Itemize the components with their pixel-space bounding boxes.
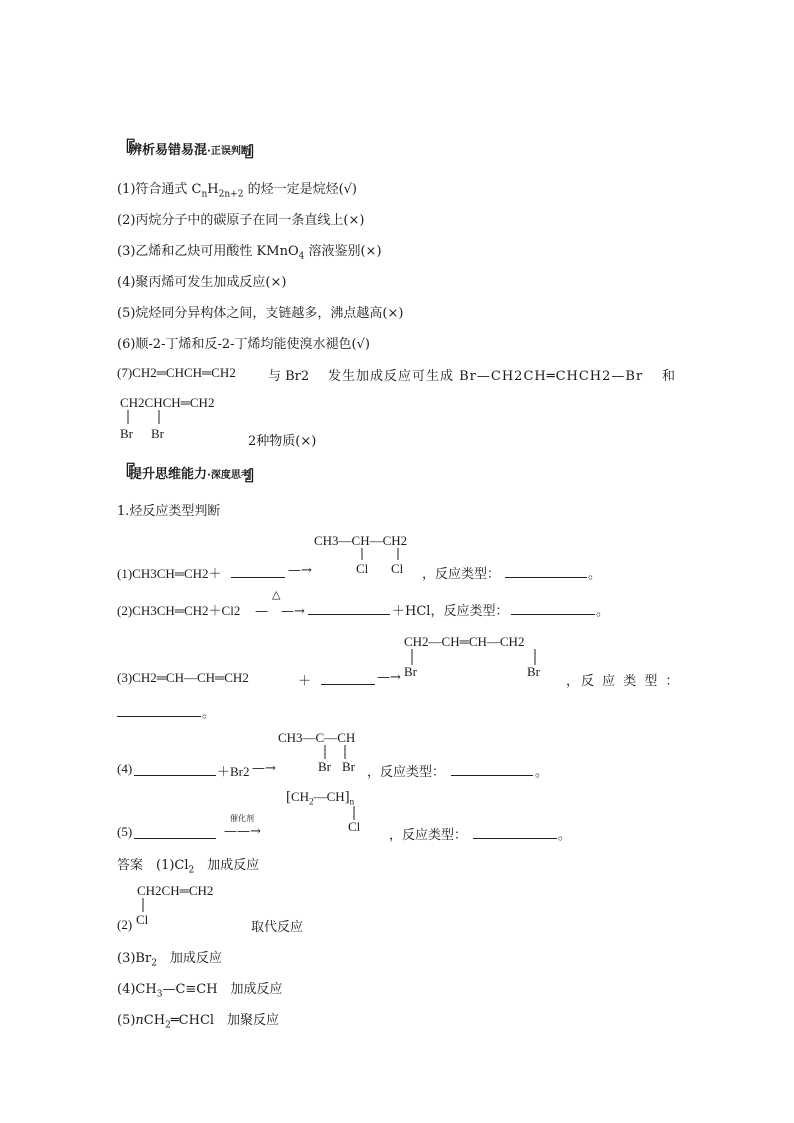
answer-2-cl: Cl (136, 912, 149, 927)
q1-cl2: Cl (391, 561, 404, 576)
q1-blank-reactant[interactable] (231, 565, 285, 578)
q1-suffix: ，反应类型： (422, 567, 501, 582)
q5-blank-type[interactable] (473, 826, 557, 839)
q3-lhs: (3)CH2═CH—CH═CH2 (117, 670, 249, 685)
q4-lhs: (4) (117, 761, 133, 776)
judgement-item-7-tail: 2种物质(×) (248, 434, 317, 449)
q5-end: 。 (558, 828, 572, 843)
answer-2-prefix: (2) (117, 917, 133, 932)
q3-structure-bonds (404, 649, 564, 665)
answer-2-bond (137, 898, 151, 912)
q5-lhs: (5) (117, 824, 133, 839)
section2-header (115, 461, 265, 485)
bracket-open-icon: 『 (115, 137, 135, 161)
q4-suffix: ，反应类型： (367, 765, 446, 780)
q4-br2: Br (342, 759, 355, 774)
q1-lhs: (1)CH3CH═CH2＋ (117, 566, 222, 581)
q2-arrow: — —→ (255, 604, 305, 619)
q1-end: 。 (588, 567, 602, 582)
judgement-item-7-part4: 和 (662, 369, 676, 384)
q3-arrow: —→ (377, 670, 401, 685)
answer-2-type: 取代反应 (251, 920, 304, 935)
q4-arrow: —→ (252, 761, 276, 776)
q1-cl1: Cl (356, 561, 369, 576)
q2-blank-type[interactable] (511, 602, 595, 615)
q3-end: 。 (202, 706, 216, 721)
q1-structure-top: CH3—CH—CH2 (314, 533, 408, 548)
answer-2-structure: CH2CH═CH2 (137, 883, 214, 898)
q5-structure-top: $[CH_2—CH]_n$ (286, 789, 355, 807)
section2-subtitle: ·深度思考 (207, 470, 251, 481)
q1-blank-type[interactable] (505, 565, 587, 578)
judgement-item-3: (3)乙烯和乙炔可用酸性 KMnO$_4$ 溶液鉴别(×) (117, 244, 382, 262)
judgement-item-2: (2)丙烷分子中的碳原子在同一条直线上(×) (117, 213, 365, 228)
q4-structure-top: CH3—C—CH (278, 730, 356, 745)
q2-mid: ＋HCl，反应类型： (392, 604, 509, 619)
q3-suffix: ，反 应 类 型 ： (566, 674, 681, 689)
item7-structure-br1: Br (120, 426, 133, 441)
answer-line-1: 答案 $(1)Cl_2$ 加成反应 (117, 858, 260, 876)
q2-lhs: (2)CH3CH═CH2＋Cl2 (117, 603, 241, 618)
q1-structure-bonds (354, 548, 414, 560)
q5-blank-reactant[interactable] (134, 826, 216, 839)
q5-arrow: ——→ (224, 824, 261, 839)
item7-structure-bonds (120, 410, 180, 424)
q4-structure-bonds (318, 745, 378, 759)
q4-blank-reactant[interactable] (134, 763, 216, 776)
q2-condition: △ (272, 588, 281, 601)
q1-arrow: —→ (288, 563, 312, 578)
q5-cl: Cl (348, 819, 361, 834)
bracket-close-icon: 』 (244, 461, 265, 485)
q5-structure-bond (348, 806, 368, 820)
q4-end: 。 (535, 765, 549, 780)
section1-header (115, 137, 265, 161)
q4-br1: Br (318, 759, 331, 774)
item7-structure-br2: Br (151, 426, 164, 441)
judgement-item-5: (5)烷烃同分异构体之间，支链越多，沸点越高(×) (117, 306, 404, 321)
q3-structure-top: CH2—CH═CH—CH2 (404, 634, 525, 649)
judgement-item-7-part1: (7)CH2═CHCH═CH2 (117, 365, 236, 380)
section1-subtitle: ·正误判断 (207, 146, 251, 157)
section1-title: 辨析易错易混 (129, 143, 208, 158)
q4-mid: ＋Br2 (217, 764, 250, 779)
q4-blank-type[interactable] (451, 763, 533, 776)
judgement-item-6: (6)顺-2-丁烯和反-2-丁烯均能使溴水褪色(√) (117, 337, 370, 352)
judgement-item-1: (1)符合通式 $C_nH_{2n+2}$ 的烃一定是烷烃(√) (117, 182, 357, 200)
answer-line-4: $(4)CH_3—C\equiv CH$ 加成反应 (117, 982, 283, 1000)
question-title: 1.烃反应类型判断 (117, 504, 221, 519)
answer-line-3: $(3)Br_2$ 加成反应 (117, 951, 222, 969)
judgement-item-7-part2: 与 Br2 (268, 369, 310, 384)
judgement-item-4: (4)聚丙烯可发生加成反应(×) (117, 275, 287, 290)
q2-end: 。 (596, 604, 610, 619)
answer-line-5: (5)nCH$_2$═CHCl 加聚反应 (117, 1013, 280, 1031)
q3-br1: Br (404, 664, 417, 679)
item7-structure-top: CH2CHCH═CH2 (120, 395, 215, 410)
q3-br2: Br (527, 664, 540, 679)
q2-blank-product[interactable] (308, 602, 390, 615)
section2-title: 提升思维能力 (129, 467, 208, 482)
bracket-open-icon: 『 (115, 461, 135, 485)
judgement-item-7-part3: 发生加成反应可生成 Br—CH2CH═CHCH2—Br (328, 369, 644, 384)
q5-suffix: ，反应类型： (389, 828, 468, 843)
q3-blank-reactant[interactable] (321, 672, 375, 685)
q3-plus: ＋ (298, 674, 312, 689)
q5-condition: 催化剂 (230, 814, 254, 823)
bracket-close-icon: 』 (244, 137, 265, 161)
q3-blank-type[interactable] (117, 704, 201, 717)
